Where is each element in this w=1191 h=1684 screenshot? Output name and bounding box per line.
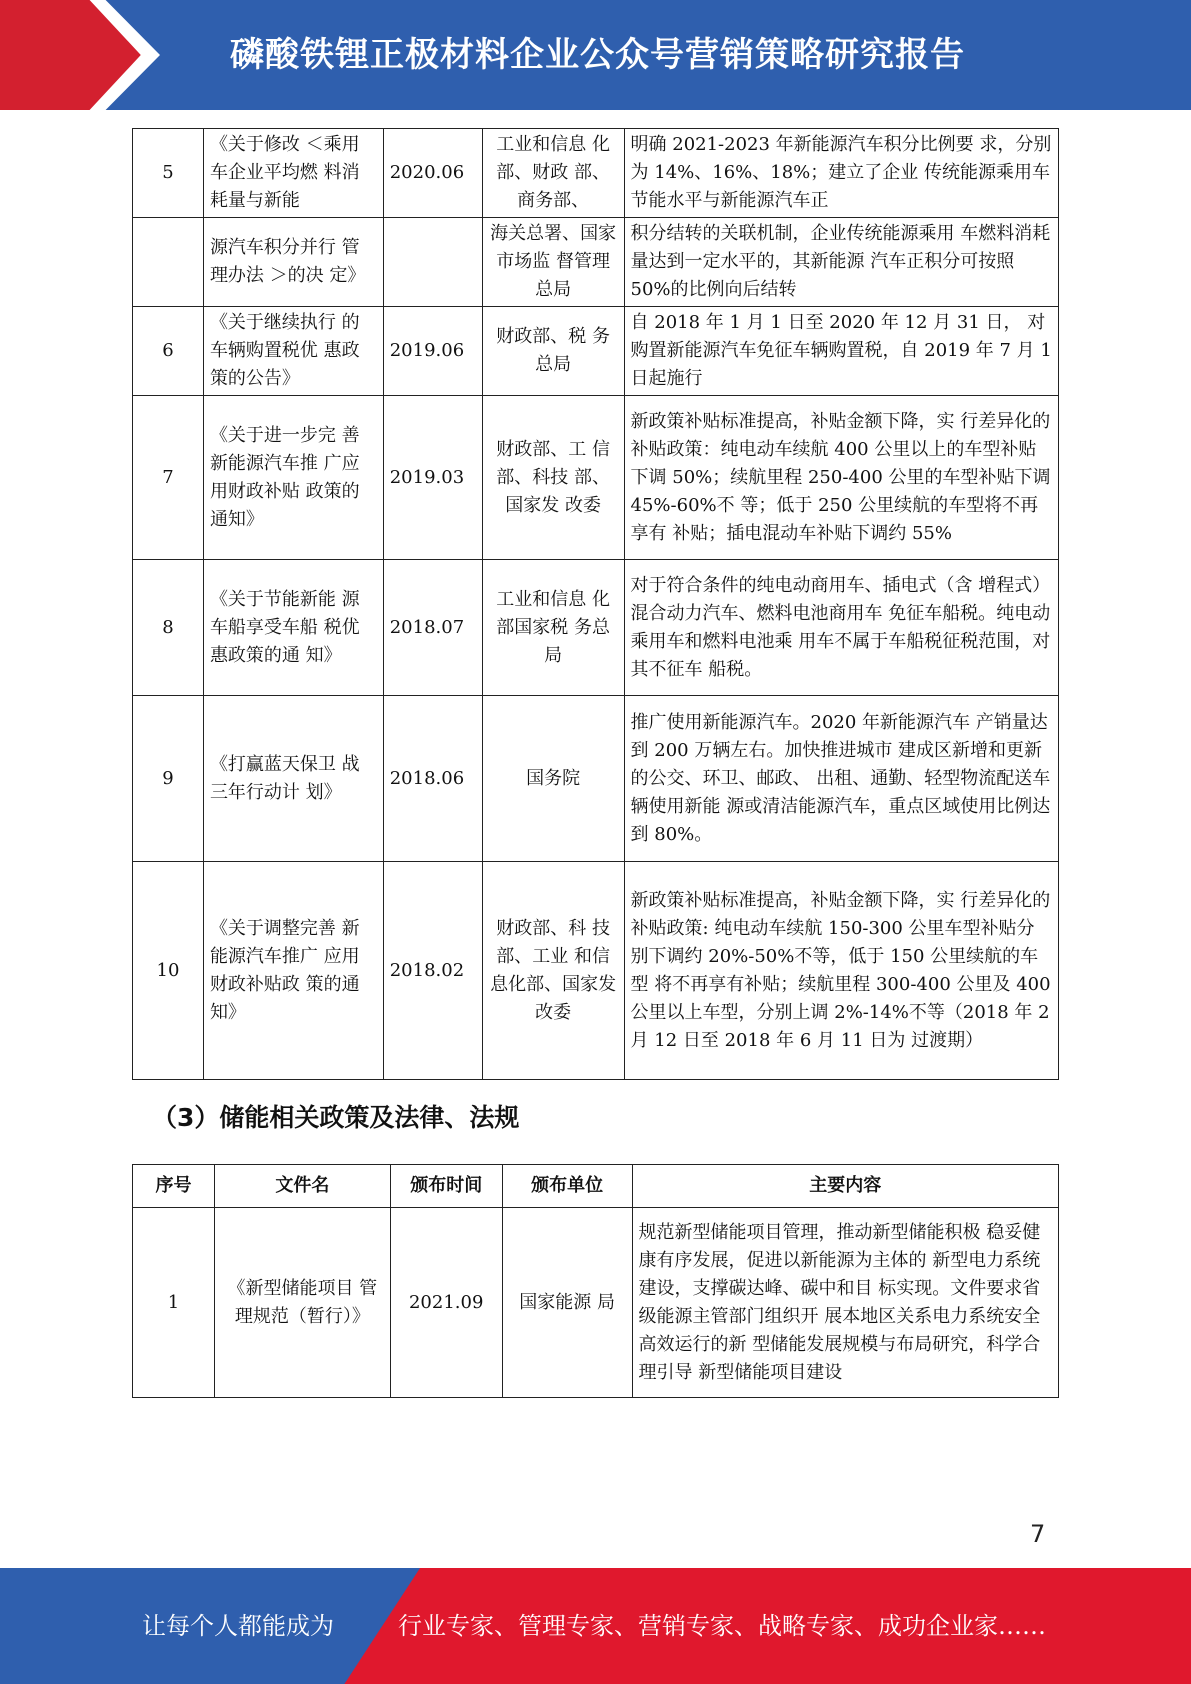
table-row (133, 560, 1059, 696)
issue-date: 2021.09 (390, 1208, 502, 1398)
issue-date: 2019.06 (383, 307, 482, 396)
issue-date: 2018.02 (383, 862, 482, 1080)
document-name: 《打赢蓝天保卫 战三年行动计 划》 (203, 696, 383, 862)
issue-date: 2020.06 (383, 129, 482, 218)
page-header (0, 0, 1191, 110)
issuing-body: 财政部、科 技部、工业 和信息化部、国家发 改委 (482, 862, 624, 1080)
issuing-body: 工业和信息 化部国家税 务总局 (482, 560, 624, 696)
document-name: 源汽车积分并行 管理办法 ＞的决 定》 (203, 218, 383, 307)
ev-policy-table (132, 128, 1059, 1080)
table-row (133, 862, 1059, 1080)
issuing-body: 国家能源 局 (502, 1208, 632, 1398)
header-number: 序号 (133, 1165, 215, 1208)
issue-date (383, 218, 482, 307)
document-name: 《新型储能项目 管理规范（暂行）》 (214, 1208, 390, 1398)
main-content: 对于符合条件的纯电动商用车、插电式（含 增程式）混合动力汽车、燃料电池商用车 免征车船税。纯电动乘用车和燃料电池乘 用车不属于车船税征税范围，对其不征车 船税。 (624, 560, 1058, 696)
document-name: 《关于继续执行 的车辆购置税优 惠政策的公告》 (203, 307, 383, 396)
table-row (133, 696, 1059, 862)
issuing-body: 海关总署、国家市场监 督管理总局 (482, 218, 624, 307)
row-number: 9 (133, 696, 204, 862)
document-name: 《关于进一步完 善新能源汽车推 广应用财政补贴 政策的通知》 (203, 396, 383, 560)
row-number (133, 218, 204, 307)
main-content: 新政策补贴标准提高，补贴金额下降，实 行差异化的补贴政策：纯电动车续航 400 公里以上的车型补贴下调 50%；续航里程 250-400 公里的车型补贴下调 45%-60%不 等；低于 250 公里续航的车型将不再享有 补贴；插电混动车补贴下调约 55% (624, 396, 1058, 560)
row-number: 5 (133, 129, 204, 218)
table-row (133, 1208, 1059, 1398)
header-issuing-body: 颁布单位 (502, 1165, 632, 1208)
energy-storage-policy-table (132, 1164, 1059, 1398)
row-number: 8 (133, 560, 204, 696)
issue-date: 2018.06 (383, 696, 482, 862)
footer-slogan-left: 让每个人都能成为 (142, 1612, 334, 1640)
table-row (133, 396, 1059, 560)
row-number: 7 (133, 396, 204, 560)
table-header-row (133, 1165, 1059, 1208)
issuing-body: 财政部、工 信部、科技 部、国家发 改委 (482, 396, 624, 560)
header-issue-date: 颁布时间 (390, 1165, 502, 1208)
issuing-body: 财政部、税 务总局 (482, 307, 624, 396)
document-name: 《关于修改 ＜乘用车企业平均燃 料消耗量与新能 (203, 129, 383, 218)
main-content: 自 2018 年 1 月 1 日至 2020 年 12 月 31 日， 对购置新能源汽车免征车辆购置税，自 2019 年 7 月 1 日起施行 (624, 307, 1058, 396)
table-row (133, 218, 1059, 307)
row-number: 1 (133, 1208, 215, 1398)
table-row (133, 307, 1059, 396)
issue-date: 2018.07 (383, 560, 482, 696)
issue-date: 2019.03 (383, 396, 482, 560)
header-document-name: 文件名 (214, 1165, 390, 1208)
row-number: 10 (133, 862, 204, 1080)
main-content: 规范新型储能项目管理，推动新型储能积极 稳妥健康有序发展，促进以新能源为主体的 新型电力系统建设，支撑碳达峰、碳中和目 标实现。文件要求省级能源主管部门组织开 展本地区关系电力系统安全高效运行的新 型储能发展规模与布局研究，科学合理引导 新型储能项目建设 (632, 1208, 1058, 1398)
header-red-arrow (0, 0, 150, 110)
page-footer (0, 1568, 1191, 1684)
row-number: 6 (133, 307, 204, 396)
main-content: 明确 2021-2023 年新能源汽车积分比例要 求，分别为 14%、16%、18%；建立了企业 传统能源乘用车节能水平与新能源汽车正 (624, 129, 1058, 218)
issuing-body: 国务院 (482, 696, 624, 862)
issuing-body: 工业和信息 化部、财政 部、商务部、 (482, 129, 624, 218)
main-content: 推广使用新能源汽车。2020 年新能源汽车 产销量达到 200 万辆左右。加快推进城市 建成区新增和更新的公交、环卫、邮政、 出租、通勤、轻型物流配送车辆使用新能 源或清洁能源汽车，重点区域使用比例达 到 80%。 (624, 696, 1058, 862)
page-title: 磷酸铁锂正极材料企业公众号营销策略研究报告 (230, 35, 965, 75)
page-number: 7 (1030, 1520, 1046, 1548)
section-heading: （3）储能相关政策及法律、法规 (152, 1103, 520, 1132)
footer-slogan-right: 行业专家、管理专家、营销专家、战略专家、成功企业家…… (398, 1612, 1046, 1640)
document-name: 《关于节能新能 源车船享受车船 税优惠政策的通 知》 (203, 560, 383, 696)
header-main-content: 主要内容 (632, 1165, 1058, 1208)
document-name: 《关于调整完善 新能源汽车推广 应用财政补贴政 策的通知》 (203, 862, 383, 1080)
main-content: 新政策补贴标准提高，补贴金额下降，实 行差异化的补贴政策: 纯电动车续航 150-300 公里车型补贴分别下调约 20%-50%不等，低于 150 公里续航的车型 将不再享有补贴；续航里程 300-400 公里及 400 公里以上车型，分别上调 2%-14%不等（2018 年 2 月 12 日至 2018 年 6 月 11 日为 过渡期） (624, 862, 1058, 1080)
main-content: 积分结转的关联机制，企业传统能源乘用 车燃料消耗量达到一定水平的，其新能源 汽车正积分可按照 50%的比例向后结转 (624, 218, 1058, 307)
table-row (133, 129, 1059, 218)
